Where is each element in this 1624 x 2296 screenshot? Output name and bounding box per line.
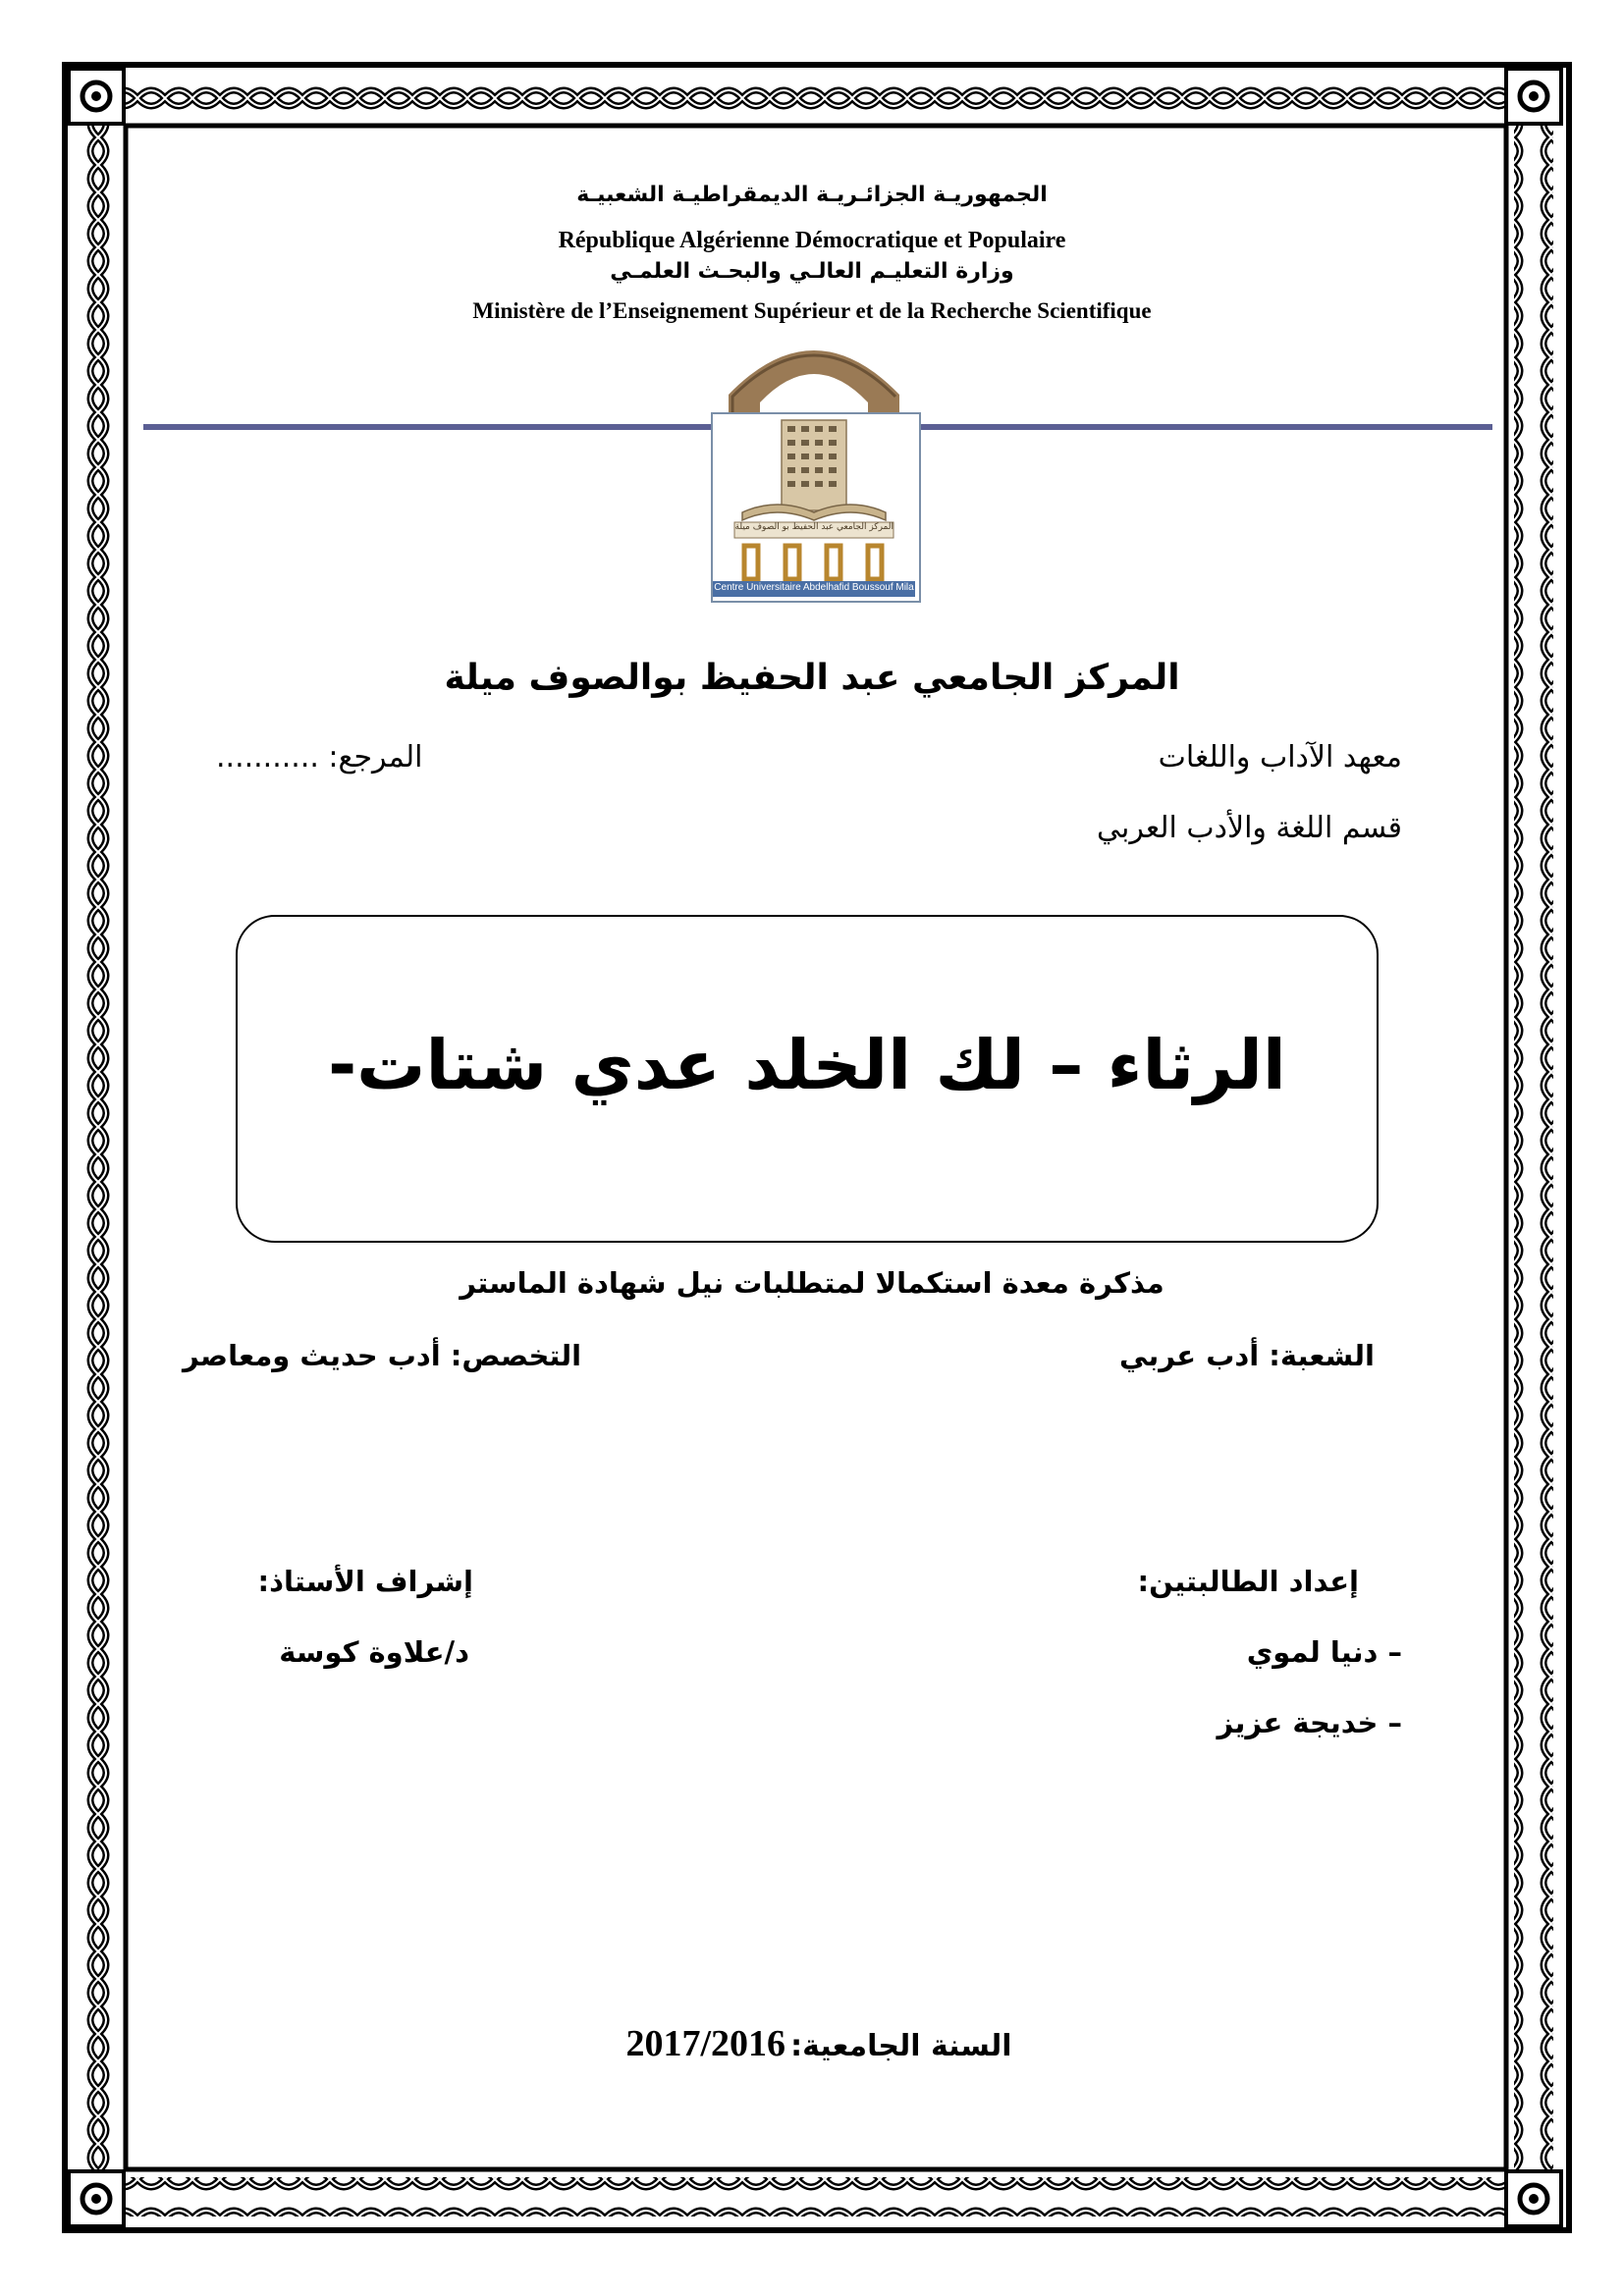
ministry-arabic: وزارة التعليـم العالـي والبحـث العلمـي (610, 259, 1014, 284)
thesis-subtitle: مذكرة معدة استكمالا لمتطلبات نيل شهادة الماستر (460, 1266, 1164, 1300)
building-icon (713, 414, 915, 597)
field-of-study: الشعبة: أدب عربي (1119, 1339, 1375, 1372)
university-logo-arch (711, 326, 917, 424)
academic-year-label: السنة الجامعية: (790, 2029, 1012, 2063)
header-rule-right (917, 424, 1492, 430)
thesis-title: الرثاء – لك الخلد عدي شتات- (328, 1025, 1286, 1105)
students-label: إعداد الطالبتين: (1137, 1565, 1359, 1598)
logo-caption-arabic: المركز الجامعي عبد الحفيظ بو الصوف ميلة (734, 522, 893, 532)
ministry-french: Ministère de l’Enseignement Supérieur et de la Recherche Scientifique (472, 298, 1152, 323)
logo-caption-french: Centre Universitaire Abdelhafid Boussouf Mila (714, 582, 914, 593)
university-name: المركز الجامعي عبد الحفيظ بوالصوف ميلة (444, 658, 1180, 698)
republic-french: République Algérienne Démocratique et Populaire (558, 228, 1066, 253)
department-name: قسم اللغة والأدب العربي (1096, 811, 1402, 845)
specialty: التخصص: أدب حديث ومعاصر (183, 1339, 582, 1372)
supervisor-label: إشراف الأستاذ: (257, 1565, 473, 1598)
academic-year (0, 2022, 1624, 2065)
thesis-title-box (236, 915, 1379, 1243)
republic-arabic: الجمهوريـة الجزائـريـة الديمقراطيـة الشعبيـة (576, 183, 1048, 207)
reference-field: المرجع: ........... (216, 740, 423, 774)
university-logo (711, 412, 921, 603)
student-name-1: – دنيا لموي (1246, 1635, 1402, 1669)
student-name-2: – خديجة عزيز (1217, 1706, 1402, 1739)
institute-name: معهد الآداب واللغات (1158, 740, 1402, 774)
academic-year-value: 2017/2016 (625, 2023, 786, 2064)
supervisor-name: د/علاوة كوسة (279, 1635, 469, 1669)
header-rule-left (143, 424, 711, 430)
